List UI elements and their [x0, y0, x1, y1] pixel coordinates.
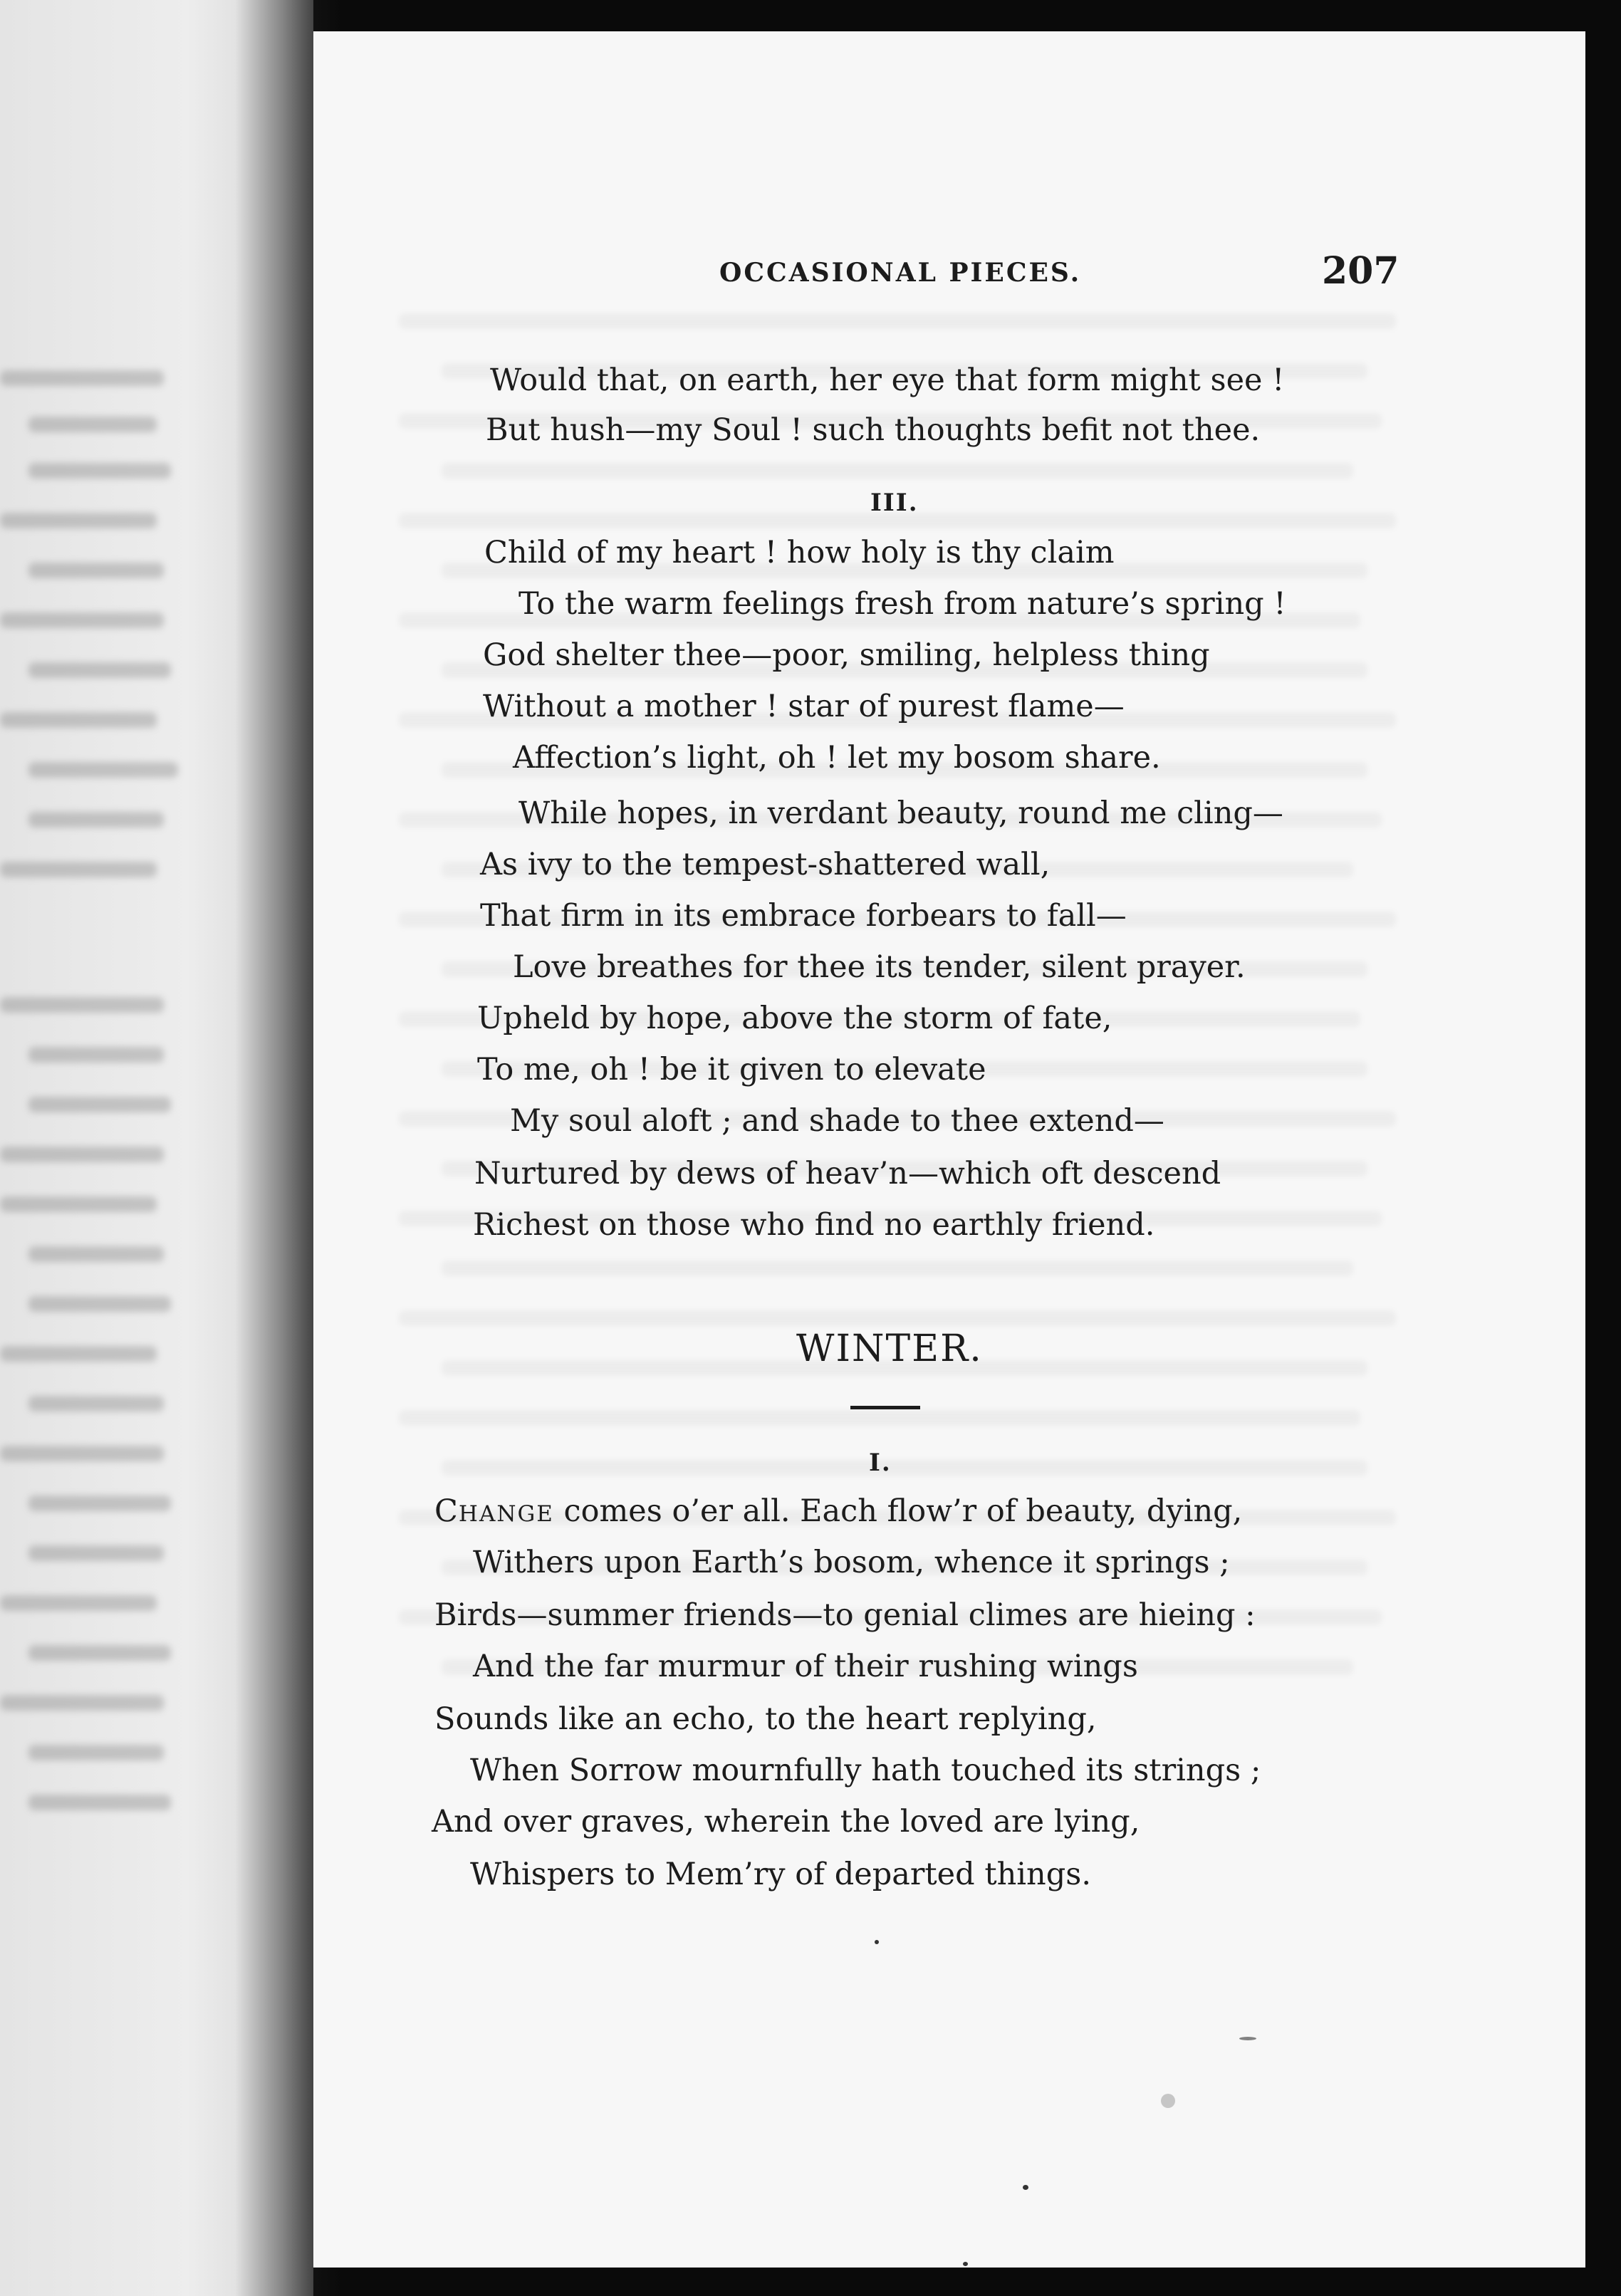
section-numeral: III.: [870, 489, 919, 517]
paper-speck: [1239, 2037, 1256, 2040]
verse-line: Birds—summer friends—to genial climes are hieing :: [434, 1597, 1256, 1633]
verse-line: As ivy to the tempest-shattered wall,: [480, 847, 1051, 882]
running-head: OCCASIONAL PIECES.: [719, 258, 1082, 288]
verse-line: Child of my heart ! how holy is thy claim: [484, 535, 1115, 570]
verse-line: To the warm feelings fresh from nature’s spring !: [518, 586, 1286, 622]
verse-line: And the far murmur of their rushing wings: [473, 1649, 1138, 1684]
verse-line: When Sorrow mournfully hath touched its strings ;: [470, 1753, 1261, 1788]
verse-line: But hush—my Soul ! such thoughts befit not thee.: [486, 412, 1261, 448]
verse-line: God shelter thee—poor, smiling, helpless thing: [483, 637, 1210, 673]
verse-line: That firm in its embrace forbears to fall—: [480, 898, 1127, 934]
verse-line: Withers upon Earth’s bosom, whence it springs ;: [473, 1545, 1230, 1580]
small-cap-word: HANGE: [458, 1501, 554, 1527]
page-number: 207: [1322, 249, 1400, 293]
verse-line: My soul aloft ; and shade to thee extend—: [510, 1103, 1164, 1139]
verse-line: Nurtured by dews of heav’n—which oft descend: [474, 1156, 1221, 1191]
verse-line: And over graves, wherein the loved are lying,: [432, 1804, 1140, 1840]
first-line-rest: comes o’er all. Each flow’r of beauty, dying,: [553, 1493, 1243, 1529]
verse-line: Whispers to Mem’ry of departed things.: [470, 1857, 1092, 1892]
verse-line: Sounds like an echo, to the heart replying,: [434, 1701, 1097, 1737]
paper-speck: [1161, 2094, 1175, 2108]
verse-line: To me, oh ! be it given to elevate: [477, 1052, 986, 1087]
verse-line: Upheld by hope, above the storm of fate,: [477, 1001, 1112, 1036]
poem-title: WINTER.: [796, 1327, 983, 1370]
verse-line-first: [434, 1487, 1242, 1539]
verse-line: Love breathes for thee its tender, silent prayer.: [513, 949, 1246, 985]
small-cap-initial: C: [434, 1493, 459, 1529]
section-numeral: I.: [869, 1449, 892, 1477]
title-rule: [850, 1406, 920, 1409]
verse-line: Without a mother ! star of purest flame—: [483, 689, 1125, 724]
verse-line: Richest on those who find no earthly friend.: [473, 1207, 1155, 1243]
paper-speck: [875, 1940, 879, 1944]
verse-line: While hopes, in verdant beauty, round me cling—: [518, 795, 1283, 831]
verse-line: Affection’s light, oh ! let my bosom share.: [513, 740, 1161, 776]
paper-speck: [1023, 2185, 1028, 2190]
verse-line: Would that, on earth, her eye that form might see !: [490, 362, 1285, 398]
paper-speck: [963, 2262, 968, 2266]
